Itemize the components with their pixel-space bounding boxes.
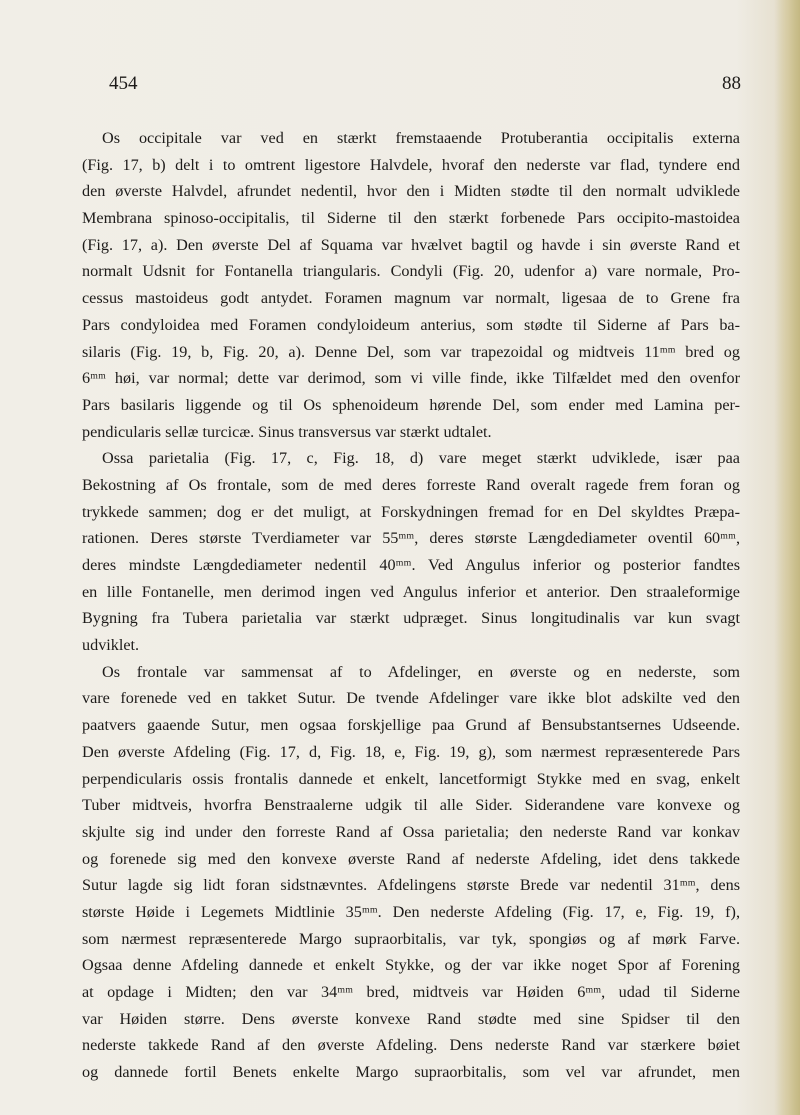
text-line: (Fig. 17, a). Den øverste Del af Squama var hvælvet bagtil og havde i sin øverste Rand et bbox=[82, 235, 740, 254]
text-line: Os frontale var sammensat af to Afdelinger, en øverste og en nederste, som bbox=[102, 662, 740, 681]
text-line: Bekostning af Os frontale, som de med deres forreste Rand overalt ragede frem foran og bbox=[82, 475, 740, 494]
text-line: pendicularis sellæ turcicæ. Sinus transversus var stærkt udtalet. bbox=[82, 422, 492, 441]
text-line: vare forenede ved en takket Sutur. De tvende Afdelinger vare ikke blot adskilte ved den bbox=[82, 689, 740, 708]
paragraph bbox=[82, 445, 740, 659]
signature-mark: 88 bbox=[722, 73, 741, 94]
text-line: silaris (Fig. 19, b, Fig. 20, a). Denne Del, som var trapezoidal og midtveis 11ᵐᵐ bred og bbox=[82, 342, 740, 361]
text-line: Ossa parietalia (Fig. 17, c, Fig. 18, d) vare meget stærkt udviklede, især paa bbox=[102, 449, 740, 468]
text-line: 6ᵐᵐ høi, var normal; dette var derimod, som vi ville finde, ikke Tilfældet med den ovenfor bbox=[82, 369, 740, 388]
page-edge-shading bbox=[774, 0, 800, 1115]
text-line: normalt Udsnit for Fontanella triangularis. Condyli (Fig. 20, udenfor a) vare normale, Pro- bbox=[82, 262, 740, 281]
text-line: Sutur lagde sig lidt foran sidstnævntes. Afdelingens største Brede var nedentil 31ᵐᵐ, dens bbox=[82, 876, 740, 895]
text-line: en lille Fontanelle, men derimod ingen ved Angulus inferior et anterior. Den straaleformige bbox=[82, 582, 740, 601]
text-line: Den øverste Afdeling (Fig. 17, d, Fig. 18, e, Fig. 19, g), som nærmest repræsenterede Pars bbox=[82, 742, 740, 761]
text-line: var Høiden større. Dens øverste konvexe Rand stødte med sine Spidser til den bbox=[82, 1009, 740, 1028]
page-header bbox=[109, 72, 741, 96]
text-line: Ogsaa denne Afdeling dannede et enkelt Stykke, og der var ikke noget Spor af Forening bbox=[82, 956, 740, 975]
text-line: nederste takkede Rand af den øverste Afdeling. Dens nederste Rand var stærkere bøiet bbox=[82, 1036, 740, 1055]
text-line: største Høide i Legemets Midtlinie 35ᵐᵐ. Den nederste Afdeling (Fig. 17, e, Fig. 19, f), bbox=[82, 902, 740, 921]
page-number: 454 bbox=[109, 73, 138, 94]
text-line: og dannede fortil Benets enkelte Margo supraorbitalis, som vel var afrundet, men bbox=[82, 1063, 740, 1082]
text-line: perpendicularis ossis frontalis dannede et enkelt, lancetformigt Stykke med en svag, enkelt bbox=[82, 769, 740, 788]
text-line: rationen. Deres største Tverdiameter var 55ᵐᵐ, deres største Længdediameter oventil 60ᵐᵐ, bbox=[82, 529, 740, 548]
paragraph bbox=[82, 659, 740, 1086]
text-line: Pars condyloidea med Foramen condyloideum anterius, som stødte til Siderne af Pars ba- bbox=[82, 315, 740, 334]
text-line: Os occipitale var ved en stærkt fremstaaende Protuberantia occipitalis externa bbox=[102, 129, 740, 147]
text-line: deres mindste Længdediameter nedentil 40ᵐᵐ. Ved Angulus inferior og posterior fandtes bbox=[82, 556, 740, 574]
text-line: (Fig. 17, b) delt i to omtrent ligestore Halvdele, hvoraf den nederste var flad, tyndere end bbox=[82, 155, 740, 174]
body-text bbox=[82, 125, 740, 1086]
text-line: den øverste Halvdel, afrundet nedentil, hvor den i Midten stødte til den normalt udviklede bbox=[82, 182, 740, 201]
text-line: at opdage i Midten; den var 34ᵐᵐ bred, midtveis var Høiden 6ᵐᵐ, udad til Siderne bbox=[82, 983, 740, 1001]
text-line: som nærmest repræsenterede Margo supraorbitalis, var tyk, spongiøs og af mørk Farve. bbox=[82, 929, 740, 948]
text-line: Bygning fra Tubera parietalia var stærkt udpræget. Sinus longitudinalis var kun svagt bbox=[82, 609, 740, 628]
paragraph bbox=[82, 125, 740, 445]
text-line: Tuber midtveis, hvorfra Benstraalerne udgik til alle Sider. Siderandene vare konvexe og bbox=[82, 796, 740, 815]
text-line: udviklet. bbox=[82, 636, 140, 655]
text-line: paatvers gaaende Sutur, men ogsaa forskjellige paa Grund af Bensubstantsernes Udseende. bbox=[82, 716, 740, 735]
text-line: skjulte sig ind under den forreste Rand af Ossa parietalia; den nederste Rand var konkav bbox=[82, 822, 740, 841]
text-line: Pars basilaris liggende og til Os sphenoideum hørende Del, som ender med Lamina per- bbox=[82, 395, 740, 414]
text-line: trykkede sammen; dog er det muligt, at Forskydningen fremad for en Del skyldtes Præpa- bbox=[82, 502, 740, 521]
text-line: Membrana spinoso-occipitalis, til Siderne til den stærkt forbenede Pars occipito-mastoidea bbox=[82, 209, 740, 228]
text-line: og forenede sig med den konvexe øverste Rand af nederste Afdeling, idet dens takkede bbox=[82, 849, 740, 868]
text-line: cessus mastoideus godt antydet. Foramen magnum var normalt, ligesaa de to Grene fra bbox=[82, 289, 740, 308]
